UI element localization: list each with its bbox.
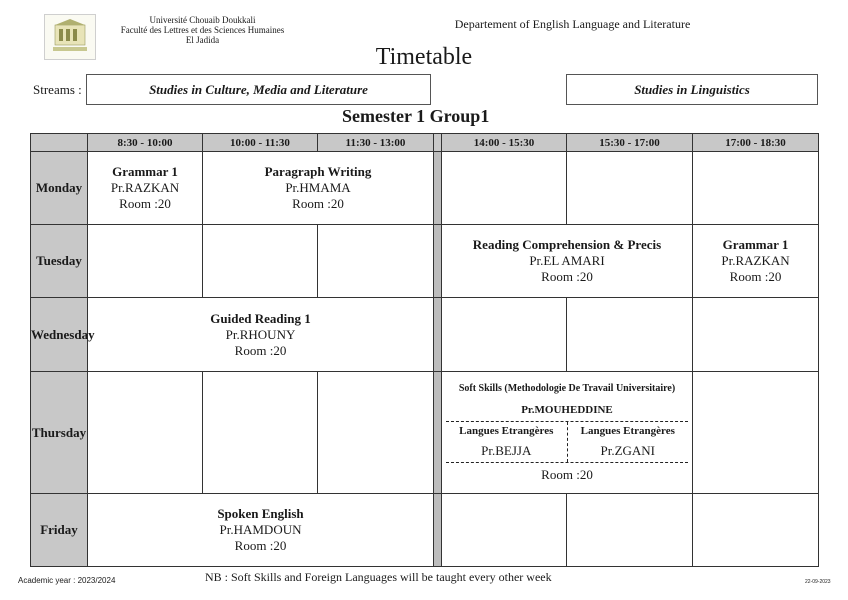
empty-cell: [567, 494, 693, 567]
session-subject: Reading Comprehension & Precis: [472, 237, 662, 252]
session-subject: Soft Skills (Methodologie De Travail Universitaire): [458, 382, 676, 394]
stream-culture-box: Studies in Culture, Media and Literature: [86, 74, 431, 105]
page-title: Timetable: [375, 44, 473, 70]
department-name: Departement of English Language and Literature: [454, 17, 691, 31]
session-room: Room :20: [234, 342, 287, 358]
empty-cell: [693, 372, 819, 494]
session-professor: Pr.HMAMA: [285, 180, 351, 195]
empty-cell: [567, 298, 693, 372]
day-label-tuesday: Tuesday: [31, 225, 88, 298]
session-professor: Pr.MOUHEDDINE: [521, 403, 613, 416]
session-mon-paragraph: [203, 152, 434, 225]
session-wed-guided: [88, 298, 434, 372]
timeslot-header: 11:30 - 13:00: [318, 134, 434, 152]
session-subject: Paragraph Writing: [264, 164, 372, 179]
academic-year: Academic year : 2023/2024: [18, 576, 116, 585]
session-professor: Pr.HAMDOUN: [219, 522, 302, 537]
session-room: Room :20: [729, 269, 782, 284]
session-professor: Pr.RAZKAN: [110, 180, 180, 195]
lunch-gap: [434, 298, 442, 372]
foreign-languages-split: [446, 421, 688, 463]
session-tue-reading: [442, 225, 693, 298]
thursday-row: [31, 372, 819, 494]
session-professor: Pr.EL AMARI: [529, 253, 605, 268]
day-label-friday: Friday: [31, 494, 88, 567]
lunch-gap: [434, 152, 442, 225]
session-tue-grammar: [693, 225, 819, 298]
streams-label: Streams :: [33, 82, 82, 97]
empty-cell: [693, 494, 819, 567]
empty-cell: [203, 372, 318, 494]
session-professor: Pr.RHOUNY: [225, 326, 296, 342]
empty-cell: [88, 372, 203, 494]
lunch-gap: [434, 372, 442, 494]
session-room: Room :20: [292, 196, 344, 211]
language-professor: Pr.BEJJA: [481, 442, 532, 458]
tuesday-row: [31, 225, 819, 298]
empty-cell: [318, 225, 434, 298]
monday-row: [31, 152, 819, 225]
corner-cell: [31, 134, 88, 152]
empty-cell: [693, 152, 819, 225]
empty-cell: [442, 152, 567, 225]
session-professor: Pr.RAZKAN: [721, 253, 790, 268]
day-label-wednesday: Wednesday: [31, 298, 88, 372]
timeslot-header: 10:00 - 11:30: [203, 134, 318, 152]
timeslot-header: 14:00 - 15:30: [442, 134, 567, 152]
university-name: Université Chouaib Doukkali: [149, 15, 256, 25]
semester-heading: Semester 1 Group1: [342, 106, 490, 126]
faculty-name: Faculté des Lettres et des Sciences Humaines: [120, 25, 285, 35]
friday-row: [31, 494, 819, 567]
session-mon-grammar: [88, 152, 203, 225]
lunch-gap: [434, 134, 442, 152]
timeslot-header: 15:30 - 17:00: [567, 134, 693, 152]
timeslot-header-row: [31, 134, 819, 152]
empty-cell: [442, 494, 567, 567]
session-fri-spoken: [88, 494, 434, 567]
session-room: Room :20: [541, 269, 593, 284]
empty-cell: [88, 225, 203, 298]
empty-cell: [318, 372, 434, 494]
language-professor: Pr.ZGANI: [600, 442, 656, 458]
empty-cell: [567, 152, 693, 225]
day-label-thursday: Thursday: [31, 372, 88, 494]
timeslot-header: 17:00 - 18:30: [693, 134, 819, 152]
timetable-grid: [30, 133, 819, 567]
session-room: Room :20: [541, 466, 593, 482]
timeslot-header: 8:30 - 10:00: [88, 134, 203, 152]
day-label-monday: Monday: [31, 152, 88, 225]
session-subject: Spoken English: [217, 506, 304, 521]
lunch-gap: [434, 494, 442, 567]
footnote: NB : Soft Skills and Foreign Languages will be taught every other week: [205, 570, 552, 584]
language-subject: Langues Etrangères: [459, 424, 554, 437]
lunch-gap: [434, 225, 442, 298]
city-name: El Jadida: [185, 35, 220, 45]
session-subject: Grammar 1: [722, 237, 789, 252]
session-subject: Grammar 1: [112, 164, 178, 179]
session-subject: Guided Reading 1: [210, 310, 311, 326]
wednesday-row: [31, 298, 819, 372]
empty-cell: [693, 298, 819, 372]
university-header: [110, 15, 295, 45]
session-room: Room :20: [119, 196, 171, 211]
session-room: Room :20: [234, 538, 287, 553]
empty-cell: [442, 298, 567, 372]
stream-linguistics-box: Studies in Linguistics: [566, 74, 818, 105]
session-thu-softskills: [442, 372, 693, 494]
empty-cell: [203, 225, 318, 298]
print-date: 22-09-2023: [805, 579, 831, 585]
language-subject: Langues Etrangères: [580, 424, 675, 437]
